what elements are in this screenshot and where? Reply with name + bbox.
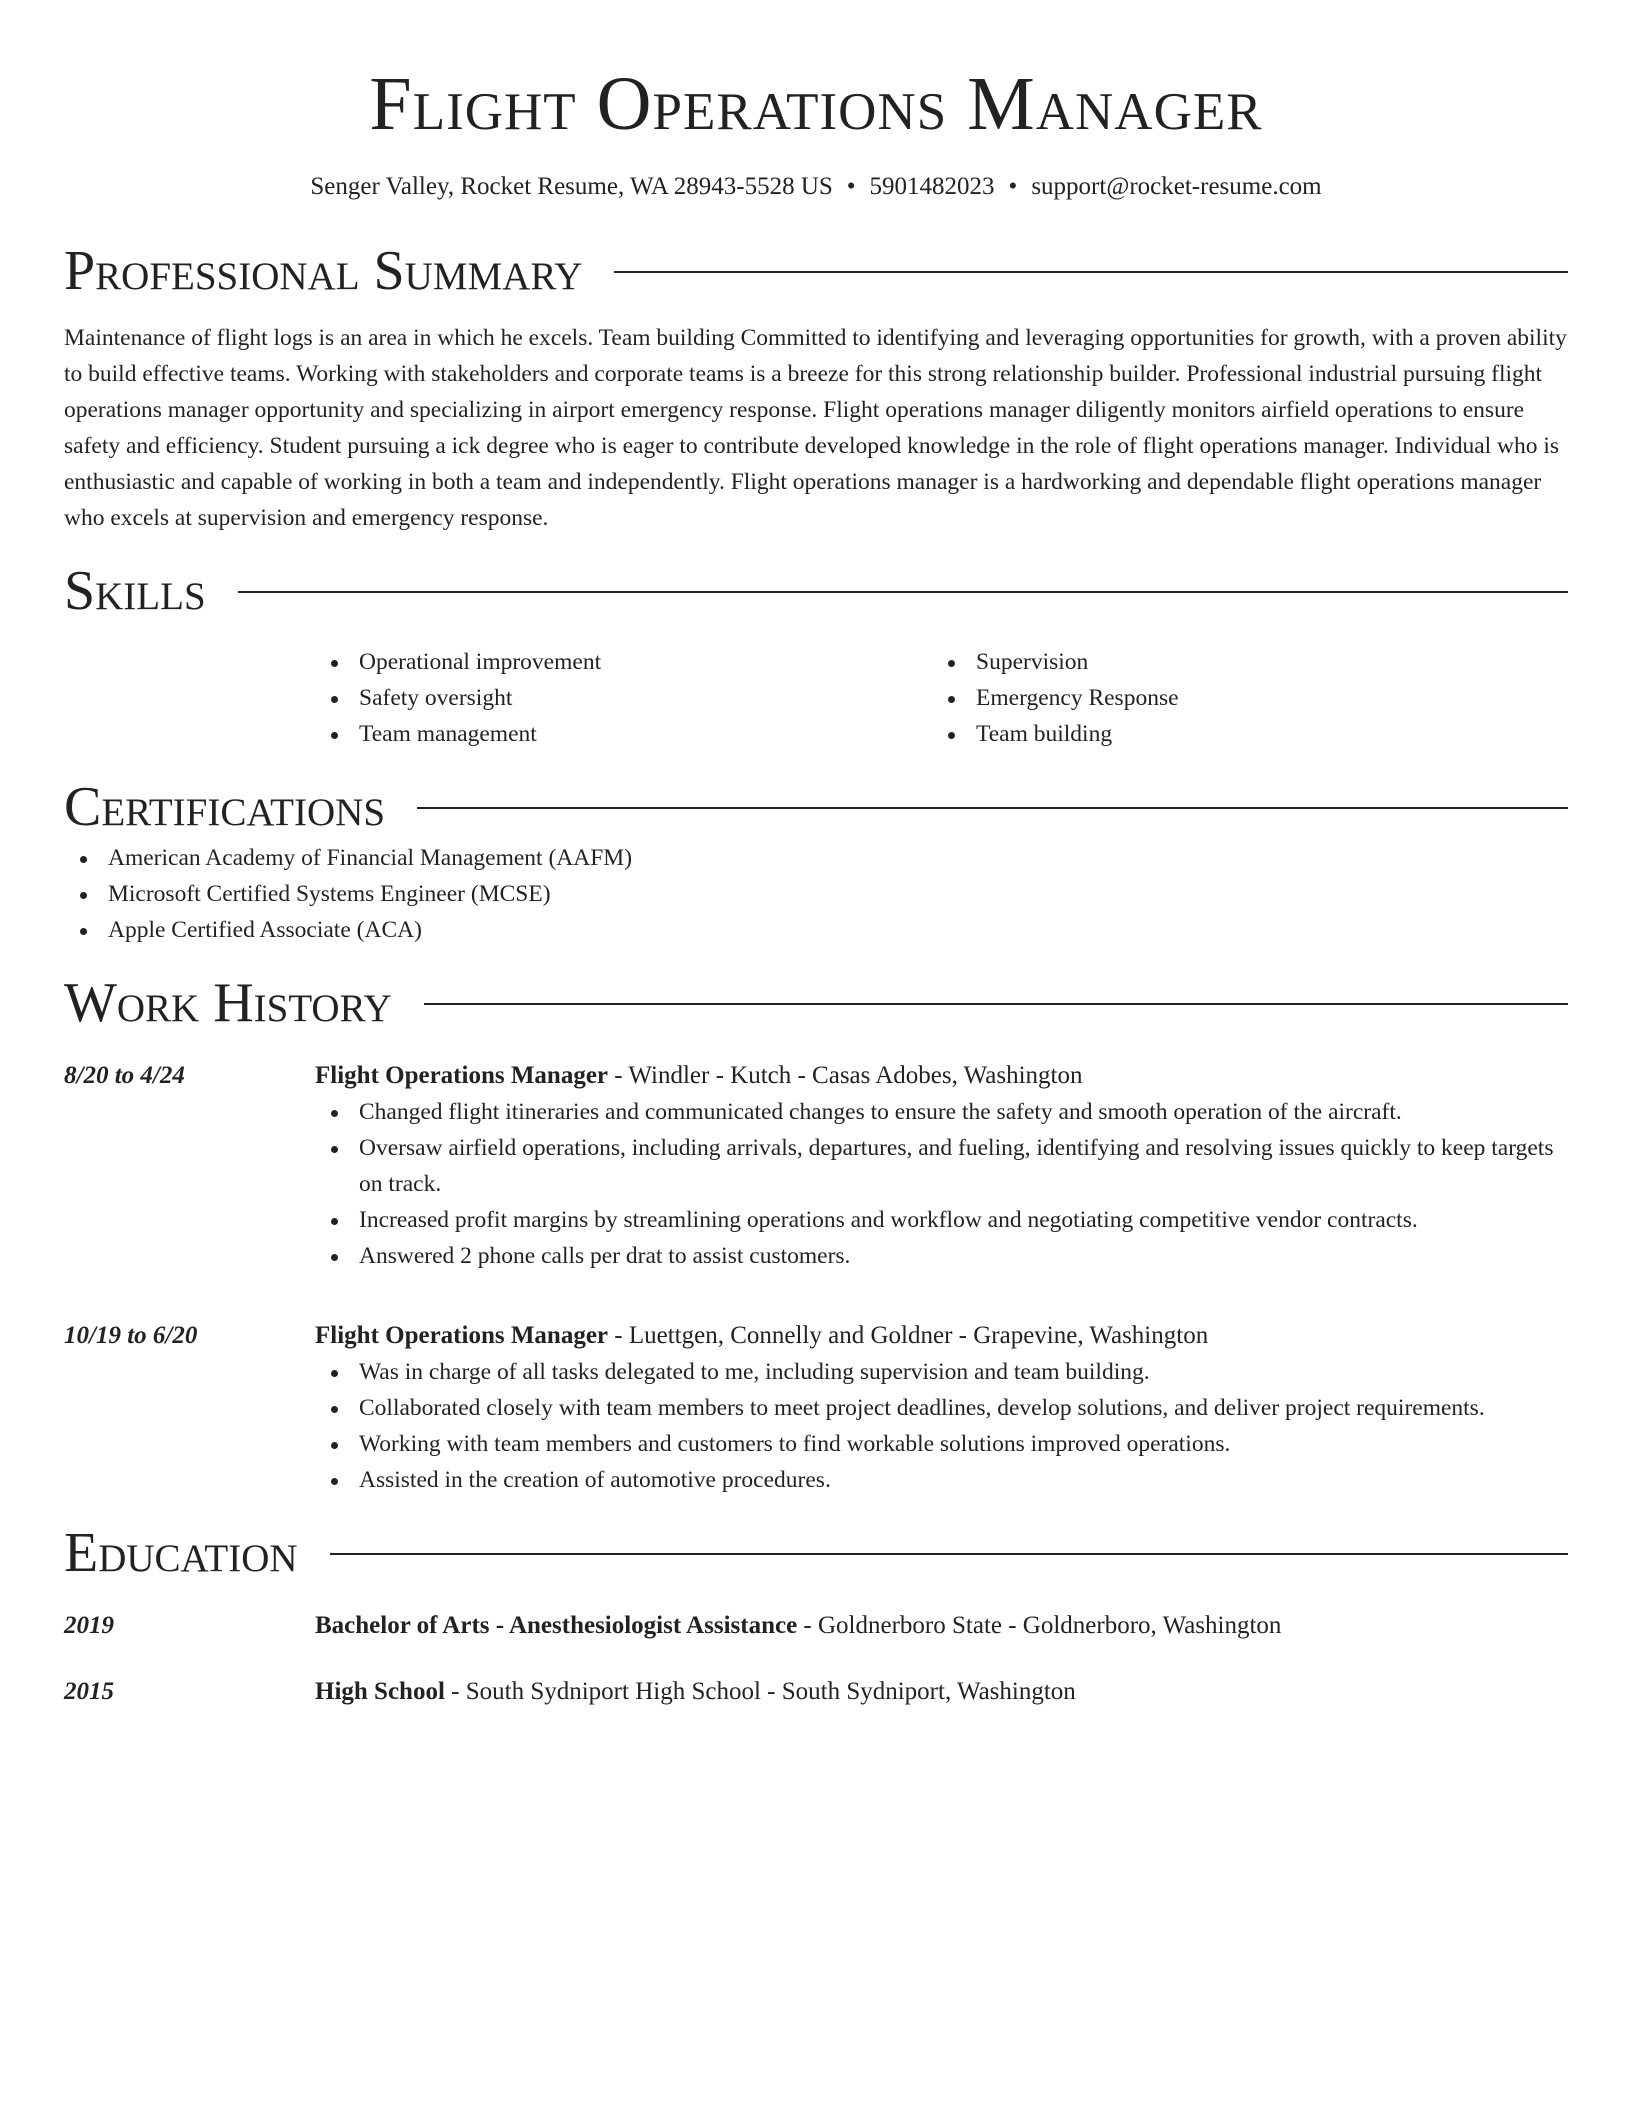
job-headline xyxy=(315,1058,1568,1094)
certification-item: Apple Certified Associate (ACA) xyxy=(64,912,1568,948)
summary-section xyxy=(64,238,1568,536)
section-title-skills: Skills xyxy=(64,560,206,622)
section-header xyxy=(64,1520,1568,1586)
job-body xyxy=(315,1318,1568,1498)
certifications-section xyxy=(64,774,1568,948)
section-divider xyxy=(238,591,1568,593)
skills-section xyxy=(64,558,1568,752)
section-title-work-history: Work History xyxy=(64,972,392,1034)
skill-item: Team management xyxy=(315,716,932,752)
education-headline xyxy=(315,1608,1568,1644)
section-header xyxy=(64,970,1568,1036)
job-bullet: Assisted in the creation of automotive procedures. xyxy=(315,1462,1568,1498)
section-header xyxy=(64,238,1568,304)
job-bullet: Was in charge of all tasks delegated to me, including supervision and team building. xyxy=(315,1354,1568,1390)
education-school: - Goldnerboro State - Goldnerboro, Washington xyxy=(797,1612,1282,1639)
education-entry xyxy=(64,1608,1568,1644)
education-body xyxy=(315,1608,1568,1644)
contact-separator: • xyxy=(1008,173,1018,200)
education-year: 2019 xyxy=(64,1612,114,1639)
job-dates: 10/19 to 6/20 xyxy=(64,1322,198,1349)
education-body xyxy=(315,1674,1568,1710)
section-title-certifications: Certifications xyxy=(64,776,386,838)
job-bullet: Oversaw airfield operations, including arrivals, departures, and fueling, identifying and resolving issues quickly to keep targets on track. xyxy=(315,1130,1568,1202)
skill-item: Supervision xyxy=(932,644,1568,680)
section-divider xyxy=(424,1003,1568,1005)
job-entry xyxy=(64,1058,1568,1274)
certification-item: American Academy of Financial Management (AAFM) xyxy=(64,840,1568,876)
job-entry xyxy=(64,1318,1568,1498)
work-history-section xyxy=(64,970,1568,1498)
job-bullet: Collaborated closely with team members to meet project deadlines, develop solutions, and deliver project requirements. xyxy=(315,1390,1568,1426)
job-bullets xyxy=(315,1094,1568,1274)
skills-list-right xyxy=(932,644,1568,752)
section-divider xyxy=(417,807,1568,809)
job-bullet: Increased profit margins by streamlining operations and workflow and negotiating competitive vendor contracts. xyxy=(315,1202,1568,1238)
job-title: Flight Operations Manager xyxy=(315,1322,609,1349)
summary-text: Maintenance of flight logs is an area in which he excels. Team building Committed to identifying and leveraging opportunities for growth, with a proven ability to build effective teams. Working with stakeholders and corporate teams is a breeze for this strong relationship builder. Professional industrial pursuing flight operations manager opportunity and specializing in airport emergency response. Flight operations manager diligently monitors airfield operations to ensure safety and efficiency. Student pursuing a ick degree who is eager to contribute developed knowledge in the role of flight operations manager. Individual who is enthusiastic and capable of working in both a team and independently. Flight operations manager is a hardworking and dependable flight operations manager who excels at supervision and emergency response. xyxy=(64,325,1567,531)
job-bullet: Changed flight itineraries and communicated changes to ensure the safety and smooth operation of the aircraft. xyxy=(315,1094,1568,1130)
job-employer: - Luettgen, Connelly and Goldner - Grapevine, Washington xyxy=(608,1322,1209,1349)
skill-item: Safety oversight xyxy=(315,680,932,716)
section-divider xyxy=(330,1553,1568,1555)
education-headline xyxy=(315,1674,1568,1710)
skills-grid xyxy=(315,644,1568,752)
education-year: 2015 xyxy=(64,1678,114,1705)
job-headline xyxy=(315,1318,1568,1354)
job-dates: 8/20 to 4/24 xyxy=(64,1062,185,1089)
certification-item: Microsoft Certified Systems Engineer (MCSE) xyxy=(64,876,1568,912)
candidate-name: Flight Operations Manager xyxy=(369,62,1263,146)
section-title-summary: Professional Summary xyxy=(64,240,583,302)
section-title-education: Education xyxy=(64,1522,298,1584)
education-school: - South Sydniport High School - South Sydniport, Washington xyxy=(444,1678,1076,1705)
contact-address: Senger Valley, Rocket Resume, WA 28943-5528 US xyxy=(310,173,833,200)
education-section xyxy=(64,1520,1568,1710)
contact-phone: 5901482023 xyxy=(869,173,995,200)
skill-item: Emergency Response xyxy=(932,680,1568,716)
education-degree: Bachelor of Arts - Anesthesiologist Assistance xyxy=(315,1612,798,1639)
section-header xyxy=(64,774,1568,840)
skill-item: Team building xyxy=(932,716,1568,752)
job-bullet: Answered 2 phone calls per drat to assist customers. xyxy=(315,1238,1568,1274)
certifications-list xyxy=(64,840,1568,948)
skills-list-left xyxy=(315,644,932,752)
education-degree: High School xyxy=(315,1678,445,1705)
job-employer: - Windler - Kutch - Casas Adobes, Washington xyxy=(608,1062,1083,1089)
skill-item: Operational improvement xyxy=(315,644,932,680)
contact-line xyxy=(64,170,1568,204)
section-header xyxy=(64,558,1568,624)
education-entry xyxy=(64,1674,1568,1710)
section-divider xyxy=(614,271,1568,273)
contact-separator: • xyxy=(846,173,856,200)
job-body xyxy=(315,1058,1568,1274)
job-title: Flight Operations Manager xyxy=(315,1062,609,1089)
job-bullets xyxy=(315,1354,1568,1498)
contact-email: support@rocket-resume.com xyxy=(1031,173,1322,200)
job-bullet: Working with team members and customers to find workable solutions improved operations. xyxy=(315,1426,1568,1462)
